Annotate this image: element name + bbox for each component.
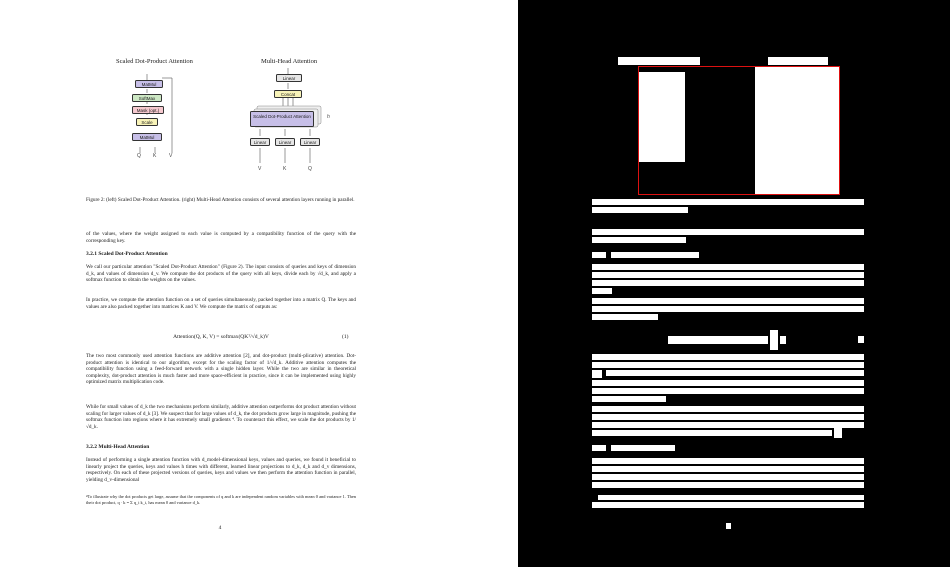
layout-mask-panel bbox=[518, 0, 950, 567]
mha-input-k: K bbox=[283, 166, 287, 172]
attention-equation: Attention(Q, K, V) = softmax(QKᵀ/√d_k)V bbox=[173, 334, 269, 340]
mask-intro-line-1 bbox=[592, 229, 864, 235]
mask-para-line bbox=[592, 380, 864, 386]
paragraph-intro: of the values, where the weight assigned to each value is computed by a compatibility function of the query with the corresponding key. bbox=[86, 231, 356, 244]
mask-para-line bbox=[592, 280, 864, 286]
mha-input-q: Q bbox=[308, 166, 312, 172]
mask-intro-line-2 bbox=[592, 237, 686, 243]
mask-para-line bbox=[592, 306, 864, 312]
mask-para-line bbox=[592, 354, 864, 360]
mha-linear-top: Linear bbox=[276, 74, 302, 82]
equation-number: (1) bbox=[342, 334, 349, 340]
paragraph-sdpa-description: We call our particular attention "Scaled Dot-Product Attention" (Figure 2). The input consists of queries and keys of dimension d_k, and values of dimension d_v. We compute the dot products of the query with all keys, divide each by √d_k, and apply a softmax function to obtain the weights on the values. bbox=[86, 264, 356, 284]
mask-equation-v bbox=[780, 336, 786, 344]
mask-para-line bbox=[592, 458, 864, 464]
mha-concat: Concat bbox=[274, 90, 302, 98]
mask-equation bbox=[668, 336, 768, 344]
sdpa-softmax: SoftMax bbox=[132, 94, 162, 102]
mask-heading-322-number bbox=[592, 445, 606, 451]
mask-caption-line-2 bbox=[592, 207, 688, 213]
mask-inline-fraction bbox=[834, 428, 842, 438]
mask-heading-322-text bbox=[611, 445, 675, 451]
mask-equation-number bbox=[858, 336, 864, 343]
footnote-4: ⁴To illustrate why the dot products get large, assume that the components of q and k are independent random variables with mean 0 and variance 1. Then their dot product, q · k = Σ q_i k_i, has mean 0 and variance d_k. bbox=[86, 494, 356, 505]
mask-footnote-line bbox=[598, 495, 864, 500]
mask-right-title bbox=[768, 57, 828, 65]
mha-scaled-dot-product: Scaled Dot-Product Attention bbox=[250, 111, 314, 127]
mask-equation-fraction bbox=[770, 330, 778, 350]
paragraph-multihead: Instead of performing a single attention function with d_model-dimensional keys, values and queries, we found it beneficial to linearly project the queries, keys and values h times with different, learned linear projections to d_k, d_k and d_v dimensions, respectively. On each of these projected versions of queries, keys and values we then perform the attention function in parallel, yielding d_v-dimensional bbox=[86, 457, 356, 483]
mask-para-line bbox=[592, 414, 864, 420]
mha-linear-k: Linear bbox=[275, 138, 295, 146]
section-3-2-2-heading: 3.2.2 Multi-Head Attention bbox=[86, 444, 150, 450]
sdpa-input-k: K bbox=[153, 153, 157, 159]
paragraph-scaling-motivation: While for small values of d_k the two mechanisms perform similarly, additive attention outperforms dot product attention without scaling for larger values of d_k [3]. We suspect that for large values of d_k, the dot products grow large in magnitude, pushing the softmax function into regions where it has extremely small gradients ⁴. To counteract this effect, we scale the dot products by 1/√d_k. bbox=[86, 404, 356, 430]
mask-figure-left bbox=[639, 72, 685, 162]
sdpa-scale: Scale bbox=[136, 118, 158, 126]
figure-left-title: Scaled Dot-Product Attention bbox=[116, 58, 193, 65]
mask-figure-right bbox=[755, 67, 839, 194]
mask-inline-fraction bbox=[592, 370, 602, 378]
paragraph-attention-comparison: The two most commonly used attention functions are additive attention [2], and dot-product (multi-plicative) attention. Dot-product attention is identical to our algorithm, except for the scaling factor of 1/√d_k. Additive attention computes the compatibility function using a feed-forward network with a single hidden layer. While the two are similar in theoretical complexity, dot-product attention is much faster and more space-efficient in practice, since it can be implemented using highly optimized matrix multiplication code. bbox=[86, 353, 356, 386]
mha-linear-q: Linear bbox=[300, 138, 320, 146]
mask-para-line bbox=[592, 430, 832, 436]
paragraph-sdpa-matrix: In practice, we compute the attention function on a set of queries simultaneously, packed together into a matrix Q. The keys and values are also packed together into matrices K and V. We compute the matrix of outputs as: bbox=[86, 297, 356, 310]
mask-para-line bbox=[592, 288, 612, 294]
mask-para-line bbox=[592, 482, 864, 488]
mask-para-line bbox=[592, 422, 864, 428]
mha-input-v: V bbox=[258, 166, 262, 172]
mask-para-line bbox=[592, 396, 666, 402]
mask-para-line bbox=[592, 314, 658, 320]
mask-para-line bbox=[592, 272, 864, 278]
mask-para-line bbox=[592, 466, 864, 472]
mask-caption-line-1 bbox=[592, 199, 864, 205]
mha-h-label: h bbox=[327, 114, 330, 120]
sdpa-mask: Mask (opt.) bbox=[132, 106, 164, 114]
figure-caption: Figure 2: (left) Scaled Dot-Product Attention. (right) Multi-Head Attention consists of several attention layers running in parallel. bbox=[86, 197, 355, 203]
section-3-2-1-heading: 3.2.1 Scaled Dot-Product Attention bbox=[86, 251, 168, 257]
sdpa-input-v: V bbox=[169, 153, 173, 159]
mask-heading-321-text bbox=[611, 252, 699, 258]
mha-linear-v: Linear bbox=[250, 138, 270, 146]
sdpa-input-q: Q bbox=[137, 153, 141, 159]
mask-para-line bbox=[592, 388, 864, 394]
mask-left-title bbox=[618, 57, 700, 65]
mask-para-line bbox=[592, 362, 864, 368]
page-number: 4 bbox=[218, 525, 222, 531]
figure-right-title: Multi-Head Attention bbox=[261, 58, 318, 65]
mask-para-line bbox=[592, 298, 864, 304]
mask-para-line bbox=[592, 264, 864, 270]
sdpa-matmul-top: MatMul bbox=[135, 80, 163, 88]
mask-para-line bbox=[592, 474, 864, 480]
mask-heading-321-number bbox=[592, 252, 606, 258]
mask-para-line bbox=[606, 370, 864, 376]
mask-para-line bbox=[592, 406, 864, 412]
mask-page-number bbox=[726, 523, 731, 529]
mask-footnote-line bbox=[592, 502, 864, 508]
sdpa-matmul-bottom: MatMul bbox=[132, 133, 162, 141]
